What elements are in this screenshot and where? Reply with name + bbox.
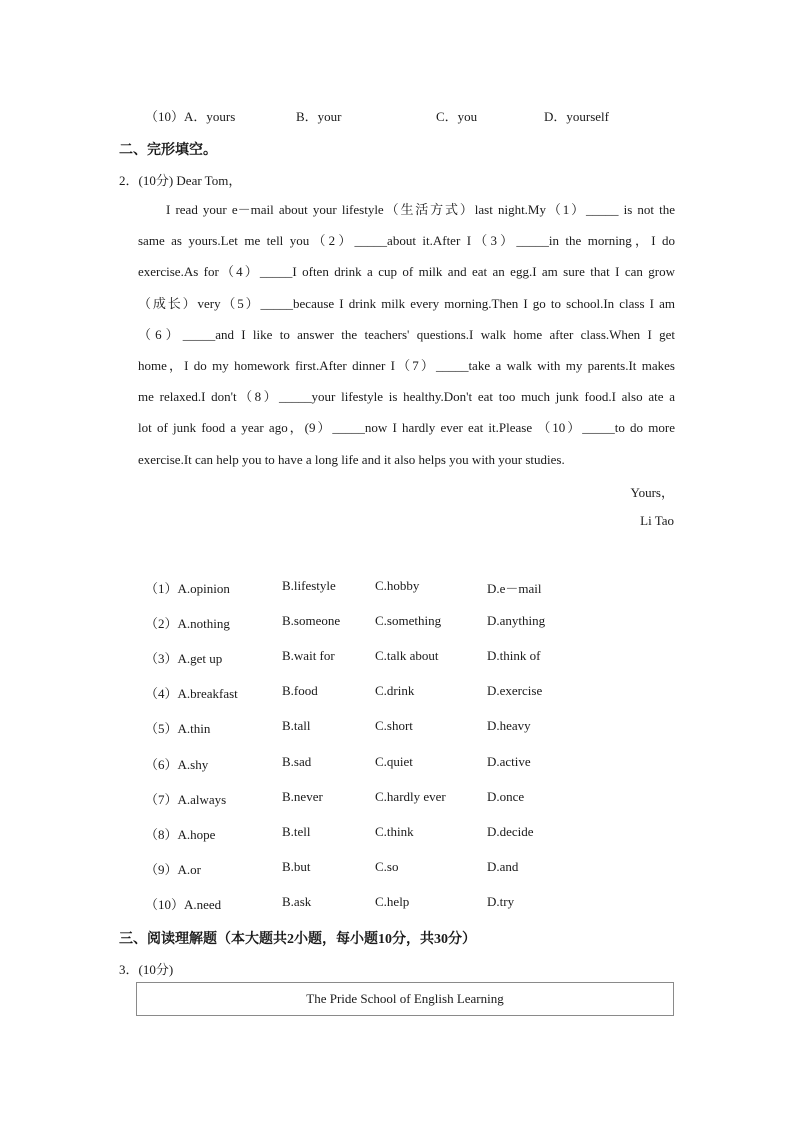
option-c: C.think [375, 824, 414, 839]
passage-line: exercise.It can help you to have a long life and it also helps you with your studies. [138, 451, 565, 467]
passage-line: exercise.As for（4）_____I often drink a cup of milk and eat an egg.I am sure that I can grow [138, 264, 675, 280]
option-b: B.food [282, 683, 318, 698]
option-b: B.lifestyle [282, 578, 336, 593]
option-c: C.help [375, 894, 410, 909]
option-d: D.and [487, 859, 519, 874]
cloze-passage [138, 194, 675, 475]
option-d: D.heavy [487, 718, 531, 733]
passage-line: me relaxed.I don't（8）_____your lifestyle is healthy.Don't eat too much junk food.I also ate a [138, 389, 675, 405]
question-2-title: 2．(10分) Dear Tom， [119, 173, 242, 188]
option-a: （4）A.breakfast [145, 686, 238, 701]
letter-closing: Yours， [630, 485, 674, 500]
passage-line: I read your e－mail about your lifestyle（生活方式）last night.My（1）_____ is not the [166, 202, 675, 217]
section-3-heading: 三、阅读理解题（本大题共2小题，每小题10分，共30分） [119, 932, 476, 947]
option-c: C．you [436, 109, 478, 124]
option-d: D.exercise [487, 683, 543, 698]
reading-passage-title-box [136, 982, 674, 1016]
option-c: C.something [375, 613, 442, 628]
passage-line: same as yours.Let me tell you（2）_____about it.After I（3）_____in the morning，I do [138, 233, 675, 249]
passage-line: （成长）very（5）_____because I drink milk every morning.Then I go to school.In class I am [138, 295, 675, 311]
option-d: D.think of [487, 648, 541, 663]
option-d: D.try [487, 894, 515, 909]
option-c: C.so [375, 859, 399, 874]
option-a: （5）A.thin [145, 721, 211, 736]
passage-line: lot of junk food a year ago，(9）_____now I hardly ever eat it.Please （10）_____to do more [138, 420, 675, 436]
section-2-heading: 二、完形填空。 [119, 143, 217, 158]
option-b: B.wait for [282, 648, 335, 663]
option-d: D.decide [487, 824, 534, 839]
option-b: B.sad [282, 754, 312, 769]
option-d: D.e－mail [487, 581, 542, 596]
option-b: B.tall [282, 718, 311, 733]
option-b: B.but [282, 859, 311, 874]
option-d: D．yourself [544, 109, 609, 124]
option-c: C.hardly ever [375, 789, 446, 804]
option-b: B．your [296, 109, 342, 124]
option-a: （8）A.hope [145, 827, 216, 842]
option-c: C.short [375, 718, 413, 733]
option-a: （1）A.opinion [145, 581, 230, 596]
option-b: B.never [282, 789, 323, 804]
option-a: （10）A．yours [145, 109, 236, 124]
option-c: C.quiet [375, 754, 413, 769]
option-b: B.tell [282, 824, 311, 839]
letter-signature: Li Tao [640, 513, 674, 528]
option-a: （2）A.nothing [145, 616, 230, 631]
option-d: D.anything [487, 613, 546, 628]
option-c: C.talk about [375, 648, 439, 663]
option-d: D.once [487, 789, 525, 804]
option-c: C.drink [375, 683, 415, 698]
option-a: （9）A.or [145, 862, 201, 877]
option-d: D.active [487, 754, 531, 769]
option-b: B.ask [282, 894, 312, 909]
option-b: B.someone [282, 613, 341, 628]
option-a: （3）A.get up [145, 651, 223, 666]
option-a: （10）A.need [145, 897, 222, 912]
option-c: C.hobby [375, 578, 420, 593]
option-a: （6）A.shy [145, 757, 209, 772]
passage-line: home，I do my homework first.After dinner I（7）_____take a walk with my parents.It makes [138, 357, 675, 373]
passage-line: （6）_____and I like to answer the teachers' questions.I walk home after class.When I get [138, 326, 675, 342]
option-a: （7）A.always [145, 792, 227, 807]
question-3-title: 3．(10分) [119, 962, 174, 977]
reading-passage-title: The Pride School of English Learning [306, 991, 504, 1006]
